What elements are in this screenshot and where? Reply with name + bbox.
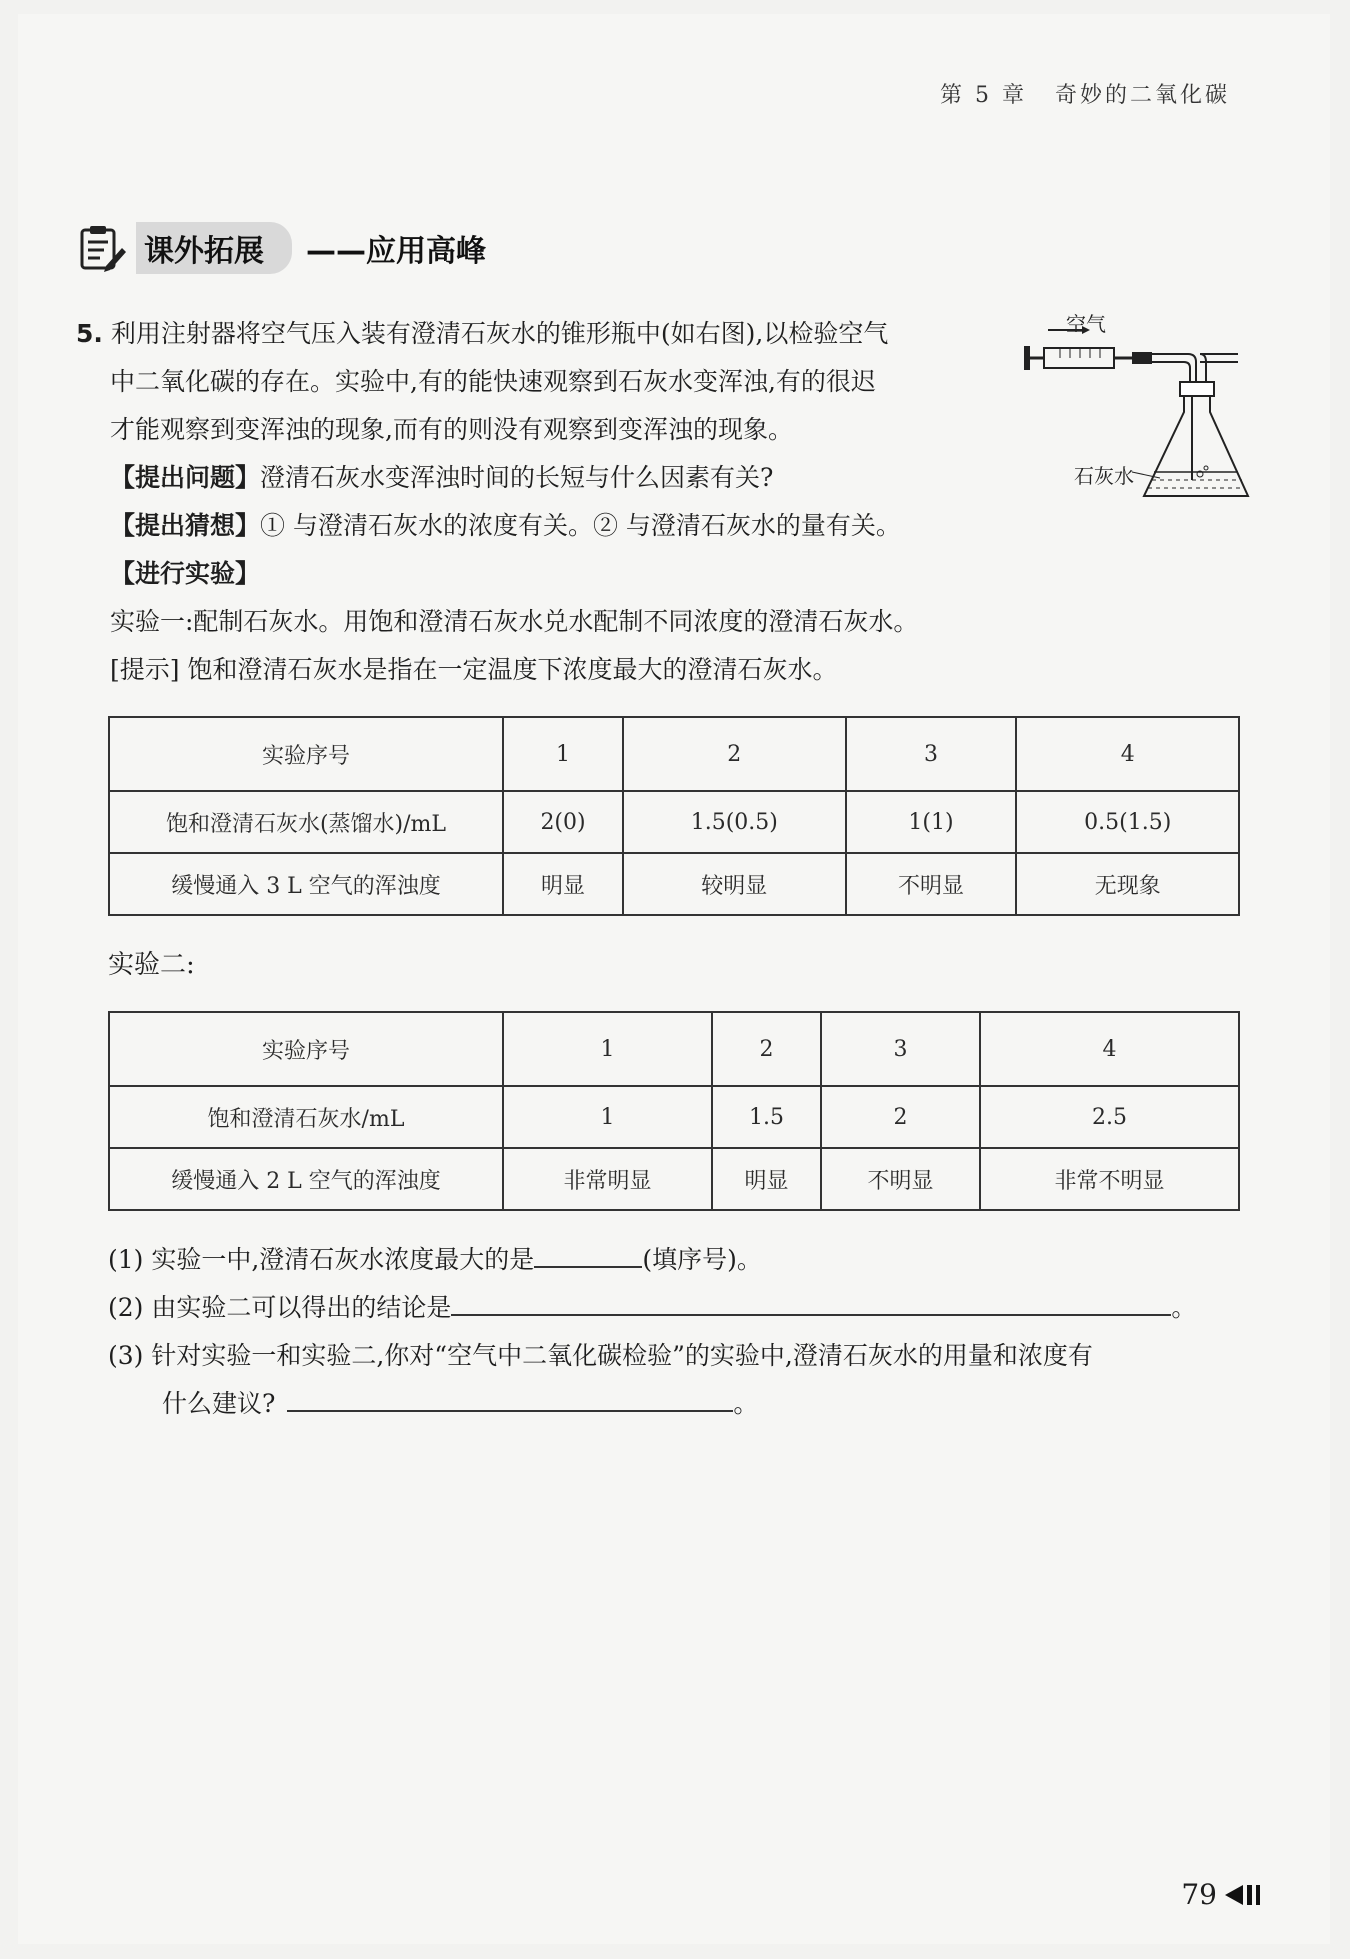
table-cell: 1 bbox=[503, 1012, 712, 1086]
table-cell: 1(1) bbox=[846, 791, 1017, 853]
table-cell: 2 bbox=[821, 1086, 980, 1148]
section-title-sub: ——应用高峰 bbox=[306, 234, 486, 269]
question-line bbox=[76, 454, 1016, 502]
table-cell: 2 bbox=[712, 1012, 821, 1086]
answer-blank-2[interactable] bbox=[451, 1284, 1171, 1316]
table-cell: 1.5(0.5) bbox=[623, 791, 846, 853]
table-cell: 1 bbox=[503, 717, 623, 791]
experiment1-text: 实验一:配制石灰水。用饱和澄清石灰水兑水配制不同浓度的澄清石灰水。 bbox=[110, 607, 919, 636]
running-header bbox=[922, 78, 1230, 109]
intro-line-2: 中二氧化碳的存在。实验中,有的能快速观察到石灰水变浑浊,有的很迟 bbox=[110, 367, 876, 396]
page bbox=[18, 14, 1330, 1944]
table-row bbox=[109, 853, 1239, 915]
table-cell: 较明显 bbox=[623, 853, 846, 915]
table-cell: 实验序号 bbox=[109, 717, 503, 791]
chapter-number: 第 5 章 bbox=[940, 83, 1027, 108]
sub-question-2: (2) 由实验二可以得出的结论是 。 bbox=[108, 1284, 1248, 1332]
table-cell: 实验序号 bbox=[109, 1012, 503, 1086]
sub-question-3: (3) 针对实验一和实验二,你对“空气中二氧化碳检验”的实验中,澄清石灰水的用量和浓度有 bbox=[108, 1341, 1093, 1370]
experiment2-table bbox=[108, 1011, 1240, 1211]
hypothesis-label: 【提出猜想】 bbox=[110, 511, 261, 540]
answer-blank-1[interactable] bbox=[534, 1236, 642, 1268]
page-marker-icon bbox=[1225, 1883, 1265, 1907]
table-cell: 非常不明显 bbox=[980, 1148, 1239, 1210]
table-cell: 无现象 bbox=[1016, 853, 1239, 915]
table-cell: 饱和澄清石灰水(蒸馏水)/mL bbox=[109, 791, 503, 853]
table-cell: 非常明显 bbox=[503, 1148, 712, 1210]
table-cell: 2.5 bbox=[980, 1086, 1239, 1148]
chapter-title: 奇妙的二氧化碳 bbox=[1054, 83, 1230, 108]
experiment-label: 【进行实验】 bbox=[110, 559, 261, 588]
table-cell: 3 bbox=[846, 717, 1017, 791]
table-cell: 0.5(1.5) bbox=[1016, 791, 1239, 853]
table-cell: 2 bbox=[623, 717, 846, 791]
apparatus-diagram bbox=[1020, 312, 1250, 512]
table-cell: 饱和澄清石灰水/mL bbox=[109, 1086, 503, 1148]
question-label: 【提出问题】 bbox=[110, 463, 261, 492]
tip-text: [提示] 饱和澄清石灰水是指在一定温度下浓度最大的澄清石灰水。 bbox=[110, 655, 838, 684]
table-row bbox=[109, 717, 1239, 791]
table-row bbox=[109, 791, 1239, 853]
table-cell: 1 bbox=[503, 1086, 712, 1148]
problem-5 bbox=[76, 310, 1016, 694]
sub-questions bbox=[108, 1236, 1248, 1428]
table-row bbox=[109, 1086, 1239, 1148]
table-cell: 不明显 bbox=[821, 1148, 980, 1210]
table-cell: 4 bbox=[980, 1012, 1239, 1086]
table-cell: 缓慢通入 2 L 空气的浑浊度 bbox=[109, 1148, 503, 1210]
table-cell: 3 bbox=[821, 1012, 980, 1086]
table-row bbox=[109, 1148, 1239, 1210]
limewater-label: 石灰水 bbox=[1074, 464, 1134, 488]
intro-line-1: 5. 利用注射器将空气压入装有澄清石灰水的锥形瓶中(如右图),以检验空气 bbox=[76, 319, 889, 348]
answer-blank-3[interactable] bbox=[287, 1380, 733, 1412]
hypothesis-line bbox=[76, 502, 1016, 550]
question-text: 澄清石灰水变浑浊时间的长短与什么因素有关? bbox=[260, 463, 774, 492]
table-cell: 明显 bbox=[712, 1148, 821, 1210]
syringe-flask-figure bbox=[1020, 312, 1250, 512]
question-number: 5. bbox=[76, 319, 103, 348]
sub-question-1: (1) 实验一中,澄清石灰水浓度最大的是 (填序号)。 bbox=[108, 1236, 1248, 1284]
experiment1-table bbox=[108, 716, 1240, 916]
intro-line-3: 才能观察到变浑浊的现象,而有的则没有观察到变浑浊的现象。 bbox=[110, 415, 793, 444]
table-row bbox=[109, 1012, 1239, 1086]
table-cell: 4 bbox=[1016, 717, 1239, 791]
air-label: 空气 bbox=[1066, 312, 1106, 336]
section-title-main: 课外拓展 bbox=[136, 222, 292, 274]
section-title bbox=[76, 222, 486, 274]
table-cell: 1.5 bbox=[712, 1086, 821, 1148]
experiment2-label: 实验二: bbox=[108, 950, 195, 980]
table-cell: 不明显 bbox=[846, 853, 1017, 915]
table-cell: 缓慢通入 3 L 空气的浑浊度 bbox=[109, 853, 503, 915]
table-cell: 明显 bbox=[503, 853, 623, 915]
hypothesis-text: ① 与澄清石灰水的浓度有关。② 与澄清石灰水的量有关。 bbox=[260, 511, 901, 540]
clipboard-pencil-icon bbox=[76, 222, 128, 274]
table-cell: 2(0) bbox=[503, 791, 623, 853]
page-number: 79 bbox=[1181, 1878, 1265, 1911]
sub-question-3-cont: 什么建议? 。 bbox=[108, 1380, 1248, 1428]
